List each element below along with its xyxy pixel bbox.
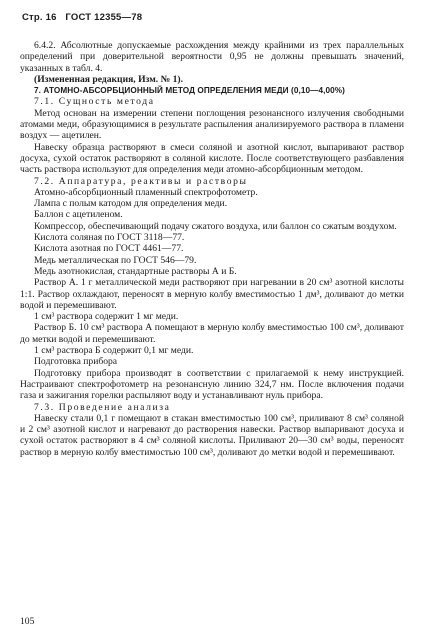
subsection-heading: 7.2. Аппаратура, реактивы и растворы bbox=[34, 175, 248, 187]
page-number: 105 bbox=[20, 616, 35, 627]
paragraph: 6.4.2. Абсолютные допускаемые расхождения между крайними из трех параллельных определений при доверительной вероятности 0,95 не должны превышать значений, указанных в табл. 4. bbox=[20, 40, 404, 74]
paragraph: Навеску стали 0,1 г помещают в стакан вместимостью 100 см³, приливают 8 см³ соляной и 2 см³ азотной кислот и нагревают до растворения навески. Раствор выпаривают досуха и сухой остаток растворяют в 4 см³ соляной кислоты. Приливают 20—30 см³ воды, переносят раствор в мерную колбу вместимостью 100 см³, доливают до метки водой и перемешивают. bbox=[20, 412, 404, 458]
paragraph: Подготовку прибора производят в соответствии с прилагаемой к нему инструкцией. Настраивают спектрофотометр на резонансную линию 324,7 нм. После включения подачи газа и зажигания горелки распыляют воду и устанавливают нуль прибора. bbox=[20, 367, 404, 402]
list-item: Медь азотнокислая, стандартные растворы А и Б. bbox=[34, 265, 237, 277]
amendment-note: (Измененная редакция, Изм. № 1). bbox=[34, 73, 184, 85]
list-item: Компрессор, обеспечивающий подачу сжатого воздуха, или баллон со сжатым воздухом. bbox=[34, 220, 397, 232]
list-item: Баллон с ацетиленом. bbox=[34, 209, 123, 221]
subsection-heading: 7.1. Сущность метода bbox=[34, 96, 155, 108]
section-title: 7. АТОМНО-АБСОРБЦИОННЫЙ МЕТОД ОПРЕДЕЛЕНИЯ МЕДИ (0,10—4,00%) bbox=[34, 86, 345, 96]
paragraph: 1 см³ раствора содержит 1 мг меди. bbox=[34, 311, 179, 323]
page-label: Стр. 16 bbox=[22, 12, 57, 23]
subsection-heading: 7.3. Проведение анализа bbox=[34, 401, 171, 413]
subheading: Подготовка прибора bbox=[34, 356, 118, 368]
list-item: Атомно-абсорбционный пламенный спектрофотометр. bbox=[34, 186, 258, 198]
list-item: Кислота соляная по ГОСТ 3118—77. bbox=[34, 232, 185, 244]
paragraph: Навеску образца растворяют в смеси соляной и азотной кислот, выпаривают раствор досуха, сухой остаток растворяют в соляной кислоте. После соответствующего разбавления часть раствора используют для определения меди атомно-абсорбционным методом. bbox=[20, 141, 404, 176]
paragraph: Раствор Б. 10 см³ раствора А помещают в мерную колбу вместимостью 100 см³, доливают до метки водой и перемешивают. bbox=[20, 322, 404, 345]
page-header bbox=[22, 12, 148, 23]
paragraph: Метод основан на измерении степени поглощения резонансного излучения свободными атомами меди, образующимися в результате распыления анализируемого раствора в пламени воздух — ацетилен. bbox=[20, 107, 404, 142]
list-item: Медь металлическая по ГОСТ 546—79. bbox=[34, 254, 197, 266]
standard-code: ГОСТ 12355—78 bbox=[65, 12, 143, 23]
paragraph: Раствор А. 1 г металлической меди растворяют при нагревании в 20 см³ азотной кислоты 1:1. Раствор охлаждают, переносят в мерную колбу вместимостью 1 дм³, доливают до метки водой и перемешивают. bbox=[20, 277, 404, 311]
list-item: Лампа с полым катодом для определения меди. bbox=[34, 198, 228, 210]
paragraph: 1 см³ раствора Б содержит 0,1 мг меди. bbox=[34, 345, 194, 357]
document-body bbox=[20, 40, 404, 458]
list-item: Кислота азотная по ГОСТ 4461—77. bbox=[34, 243, 184, 255]
